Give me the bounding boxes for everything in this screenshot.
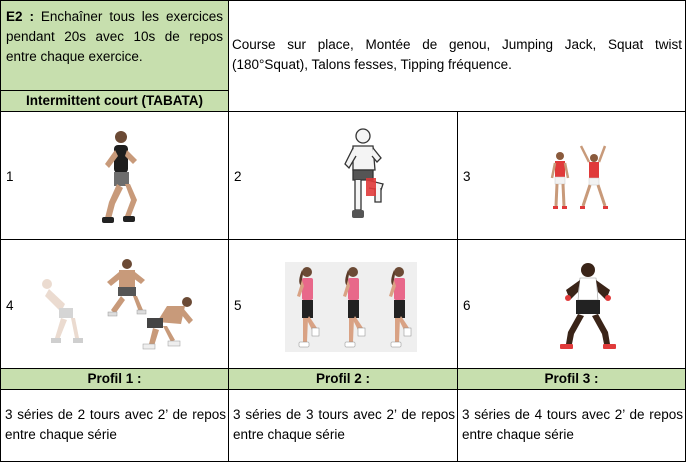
type-label: Intermittent court (TABATA) bbox=[26, 93, 203, 108]
exercise-list: Course sur place, Montée de genou, Jumping Jack, Squat twist (180°Squat), Talons fesses, Tipping fréquence. bbox=[232, 37, 682, 72]
wide-squat-man-image bbox=[556, 260, 620, 354]
image-number: 1 bbox=[6, 169, 14, 184]
profile-description: 3 séries de 4 tours avec 2’ de repos entre chaque série bbox=[462, 407, 683, 442]
image-number: 5 bbox=[234, 298, 242, 313]
profile-desc-cell-2 bbox=[228, 389, 458, 462]
image-cell-3 bbox=[457, 111, 686, 240]
instruction-cell bbox=[0, 0, 229, 91]
image-cell-6 bbox=[457, 239, 686, 369]
squat-jump-sequence-image bbox=[35, 256, 205, 356]
image-number: 2 bbox=[234, 169, 242, 184]
image-cell-5 bbox=[228, 239, 458, 369]
profile-header-2 bbox=[228, 368, 458, 390]
image-cell-4 bbox=[0, 239, 229, 369]
type-label-cell bbox=[0, 90, 229, 112]
profile-desc-cell-1 bbox=[0, 389, 229, 462]
jumping-jack-image bbox=[547, 144, 611, 218]
butt-kicks-woman-image bbox=[285, 262, 417, 354]
profile-title: Profil 3 : bbox=[544, 371, 599, 386]
image-number: 4 bbox=[6, 298, 14, 313]
image-number: 3 bbox=[463, 169, 471, 184]
profile-title: Profil 2 : bbox=[315, 371, 370, 386]
profile-header-3 bbox=[457, 368, 686, 390]
profile-header-1 bbox=[0, 368, 229, 390]
instruction-text bbox=[6, 7, 223, 67]
profile-desc-cell-3 bbox=[457, 389, 686, 462]
running-man-image bbox=[97, 128, 143, 228]
profile-description: 3 séries de 3 tours avec 2’ de repos entre chaque série bbox=[233, 407, 455, 442]
image-number: 6 bbox=[463, 298, 471, 313]
knee-raise-sketch-image bbox=[339, 126, 391, 230]
image-cell-2 bbox=[228, 111, 458, 240]
exercise-code: E2 : bbox=[6, 9, 34, 24]
exercise-instruction: Enchaîner tous les exercices pendant 20s avec 10s de repos entre chaque exercice. bbox=[6, 9, 223, 64]
profile-description: 3 séries de 2 tours avec 2’ de repos entre chaque série bbox=[5, 407, 226, 442]
exercise-list-cell bbox=[228, 0, 686, 112]
profile-title: Profil 1 : bbox=[87, 371, 142, 386]
image-cell-1 bbox=[0, 111, 229, 240]
